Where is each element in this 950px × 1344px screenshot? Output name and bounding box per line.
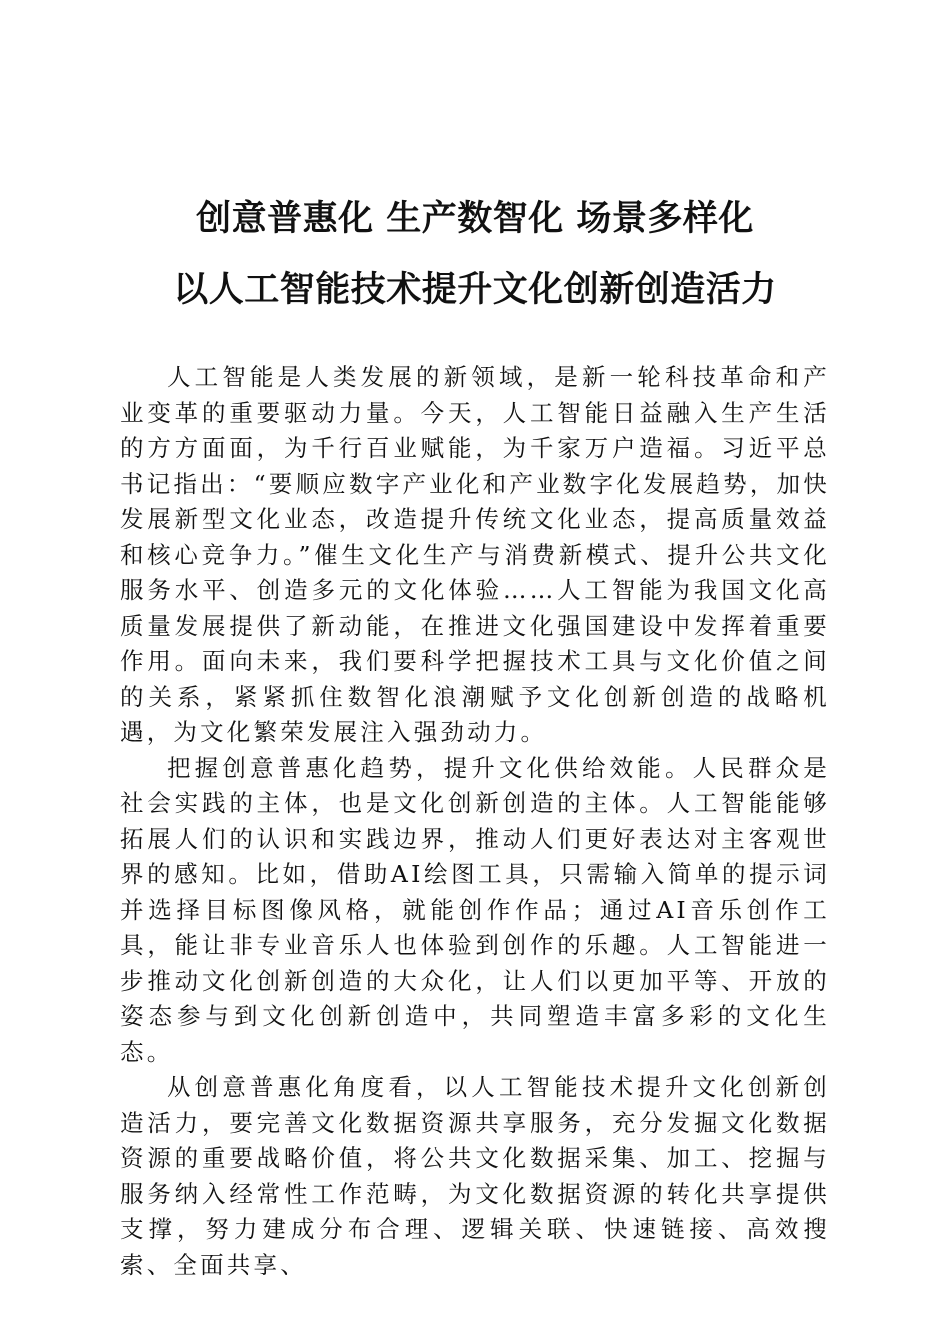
document-title-line-1: 创意普惠化 生产数智化 场景多样化 [196,198,754,239]
paragraph-3: 从创意普惠化角度看，以人工智能技术提升文化创新创造活力，要完善文化数据资源共享服务，充分发掘文化数据资源的重要战略价值，将公共文化数据采集、加工、挖掘与服务纳入经常性工作范畴，为文化数据资源的转化共享提供支撑，努力建成分布合理、逻辑关联、快速链接、高效搜索、全面共享、 [120,1073,830,1279]
paragraph-2: 把握创意普惠化趋势，提升文化供给效能。人民群众是社会实践的主体，也是文化创新创造的主体。人工智能能够拓展人们的认识和实践边界，推动人们更好表达对主客观世界的感知。比如，借助AI绘图工具，只需输入简单的提示词并选择目标图像风格，就能创作作品；通过AI音乐创作工具，能让非专业音乐人也体验到创作的乐趣。人工智能进一步推动文化创新创造的大众化，让人们以更加平等、开放的姿态参与到文化创新创造中，共同塑造丰富多彩的文化生态。 [120,753,830,1066]
document-body [120,360,830,1283]
paragraph-1: 人工智能是人类发展的新领域，是新一轮科技革命和产业变革的重要驱动力量。今天，人工智能日益融入生产生活的方方面面，为千行百业赋能，为千家万户造福。习近平总书记指出：“要顺应数字产业化和产业数字化发展趋势，加快发展新型文化业态，改造提升传统文化业态，提高质量效益和核心竞争力。”催生文化生产与消费新模式、提升公共文化服务水平、创造多元的文化体验……人工智能为我国文化高质量发展提供了新动能，在推进文化强国建设中发挥着重要作用。面向未来，我们要科学把握技术工具与文化价值之间的关系，紧紧抓住数智化浪潮赋予文化创新创造的战略机遇，为文化繁荣发展注入强劲动力。 [120,363,830,746]
document-title-line-2: 以人工智能技术提升文化创新创造活力 [173,269,777,310]
